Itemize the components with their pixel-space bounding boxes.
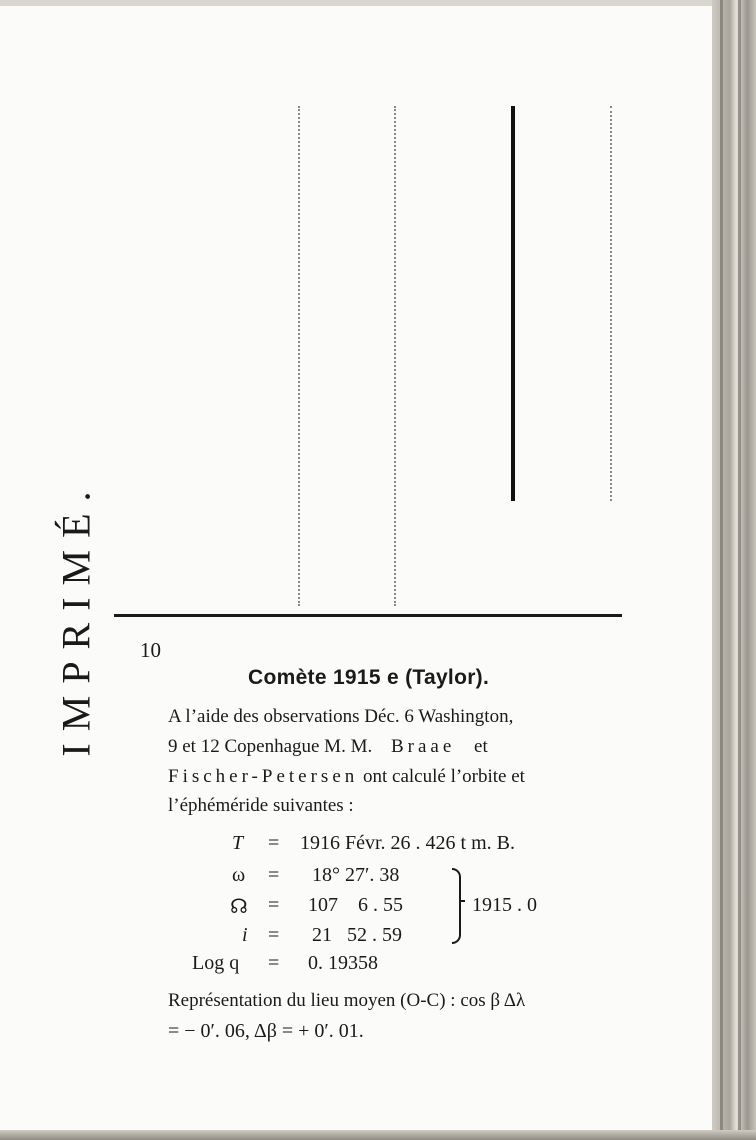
horizontal-rule bbox=[114, 614, 622, 617]
element-i-value: 21 52 . 59 bbox=[312, 924, 402, 946]
author-braae: Braae bbox=[390, 736, 456, 757]
element-node-symbol: ☊ bbox=[230, 896, 248, 918]
edge-line bbox=[738, 0, 741, 1140]
brace bbox=[452, 868, 461, 944]
paragraph-line-2 bbox=[168, 736, 488, 758]
page-edge bbox=[712, 0, 756, 1140]
element-T-symbol: T bbox=[232, 832, 244, 854]
imprime-stamp: IMPRIMÉ. bbox=[53, 479, 99, 757]
element-T-value: 1916 Févr. 26 . 426 t m. B. bbox=[300, 832, 516, 854]
equals-sign: = bbox=[268, 924, 280, 946]
element-omega-symbol: ω bbox=[232, 864, 246, 886]
equals-sign: = bbox=[268, 952, 280, 974]
element-omega-value: 18° 27′. 38 bbox=[312, 864, 400, 886]
author-fischer-petersen: Fischer-Petersen bbox=[168, 766, 359, 787]
logq-value: 0. 19358 bbox=[308, 952, 378, 974]
equals-sign: = bbox=[268, 832, 280, 854]
brace-tip bbox=[459, 900, 465, 902]
solid-column-line bbox=[511, 106, 515, 501]
logq-label: Log q bbox=[192, 952, 240, 974]
equals-sign: = bbox=[268, 864, 280, 886]
paragraph-text: 9 et 12 Copenhague M. M. bbox=[168, 736, 373, 757]
page-number: 10 bbox=[140, 638, 161, 662]
paragraph-line-4: l’éphéméride suivantes : bbox=[168, 795, 354, 816]
paragraph-line-3 bbox=[168, 766, 525, 788]
printed-card bbox=[0, 6, 712, 1132]
paragraph-text: et bbox=[474, 736, 488, 757]
page-bottom-edge bbox=[0, 1130, 756, 1140]
element-node-value: 107 6 . 55 bbox=[308, 894, 403, 916]
representation-line-1: Représentation du lieu moyen (O-C) : cos β Δλ bbox=[168, 990, 526, 1011]
equals-sign: = bbox=[268, 894, 280, 916]
comet-title: Comète 1915 e (Taylor). bbox=[248, 666, 490, 689]
element-i-symbol: i bbox=[242, 924, 248, 946]
paragraph-line-1: A l’aide des observations Déc. 6 Washington, bbox=[168, 706, 514, 727]
edge-line bbox=[720, 0, 723, 1140]
equinox-label: 1915 . 0 bbox=[472, 894, 537, 916]
paragraph-text: ont calculé l’orbite et bbox=[358, 766, 525, 787]
dotted-column-line bbox=[298, 106, 300, 606]
dotted-column-line bbox=[394, 106, 396, 606]
dotted-column-line bbox=[610, 106, 612, 501]
representation-line-2: = − 0′. 06, Δβ = + 0′. 01. bbox=[168, 1020, 364, 1042]
